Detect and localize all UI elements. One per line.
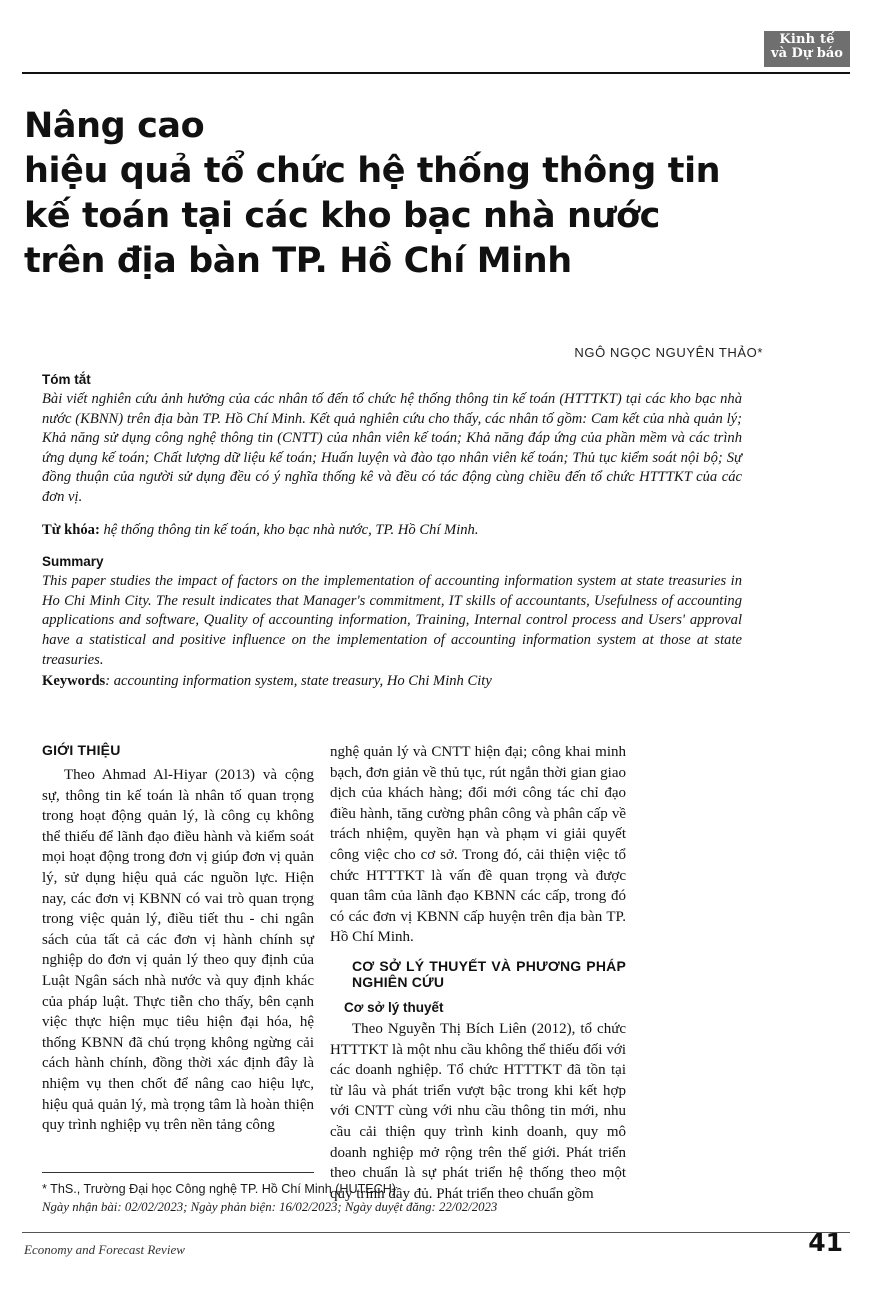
badge-line-1: Kinh tế [779, 32, 835, 47]
title-line-2: hiệu quả tổ chức hệ thống thông tin [24, 151, 721, 191]
masthead [22, 26, 850, 74]
footnote-block [42, 1180, 742, 1216]
section-heading-intro: GIỚI THIỆU [42, 742, 121, 758]
abstract-vi-body: Bài viết nghiên cứu ảnh hưởng của các nhân tố đến tổ chức hệ thống thông tin kế toán (HTTTKT) tại các kho bạc nhà nước (KBNN) trên địa bàn TP. Hồ Chí Minh. Kết quả nghiên cứu cho thấy, các nhân tố gồm: Cam kết của nhà quản lý; Khả năng sử dụng công nghệ thông tin (CNTT) của nhân viên kế toán; Khả năng đáp ứng của phần mềm và các trình ứng dụng kế toán; Chất lượng dữ liệu kế toán; Huấn luyện và đào tạo nhân viên kế toán; Thủ tục kiểm soát nội bộ; Sự đồng thuận của người sử dụng đều có ý nghĩa thống kê và đều có tác động cùng chiều đến tổ chức HTTTKT của các đơn vị. [42, 391, 742, 505]
title-line-3: kế toán tại các kho bạc nhà nước [24, 196, 661, 236]
column-right [330, 742, 626, 1204]
page-number: 41 [808, 1228, 843, 1257]
journal-logo-badge [764, 31, 850, 67]
keywords-en [42, 672, 742, 692]
author-name: NGÔ NGỌC NGUYÊN THẢO* [574, 345, 763, 360]
footer-journal-name: Economy and Forecast Review [24, 1242, 185, 1257]
footnote-affiliation: * ThS., Trường Đại học Công nghệ TP. Hồ Chí Minh (HUTECH) [42, 1182, 397, 1196]
title-line-1: Nâng cao [24, 106, 205, 146]
section-heading-theory-method: CƠ SỞ LÝ THUYẾT VÀ PHƯƠNG PHÁP NGHIÊN CỨU [352, 957, 626, 990]
article-title [24, 104, 764, 284]
footnote-divider [42, 1172, 314, 1173]
keywords-en-label: Keywords [42, 673, 106, 690]
keywords-vi-label: Từ khóa: [42, 521, 100, 538]
keywords-vi-value: hệ thống thông tin kế toán, kho bạc nhà nước, TP. Hồ Chí Minh. [103, 521, 479, 538]
paragraph-theory-1: Theo Nguyễn Thị Bích Liên (2012), tổ chức HTTTKT là một nhu cầu không thể thiếu đối với các doanh nghiệp. Tổ chức HTTTKT đã tồn tại từ lâu và phát triển vượt bậc trong khi kết hợp với CNTT cùng với nhu cầu thông tin mới, nhu cầu cải thiện quy trình kinh doanh, quy mô doanh nghiệp mở rộng trên thế giới. Phát triển theo chuẩn là sự phát triển hệ thống theo một quy trình đầy đủ. Phát triển theo chuẩn gồm [330, 1020, 626, 1202]
paragraph-intro-1: Theo Ahmad Al-Hiyar (2013) và cộng sự, thông tin kế toán là nhân tố quan trọng trong hoạt động quản lý, là công cụ không thể thiếu để lãnh đạo điều hành và kiểm soát mọi hoạt động trong đơn vị giúp đơn vị quản lý, sử dụng hiệu quả các nguồn lực. Hiện nay, các đơn vị KBNN có vai trò quan trọng trong việc quản lý, điều tiết thu - chi ngân sách của tất cả các đơn vị hành chính sự nghiệp do đơn vị quản lý theo quy định của Luật Ngân sách nhà nước và quy định khác của pháp luật. Thực tiễn cho thấy, bên cạnh việc thực hiện mục tiêu hiện đại hóa, hệ thống KBNN đã chú trọng không ngừng cải cách hành chính, đồng thời xác định đây là nhiệm vụ then chốt để nâng cao hiệu lực, hiệu quả quản lý, mà trọng tâm là hoàn thiện quy trình nghiệp vụ trên nền tảng công [42, 767, 314, 1134]
abstract-en-heading: Summary [42, 554, 104, 570]
abstract-vi-heading: Tóm tắt [42, 372, 91, 387]
paragraph-intro-continued: nghệ quản lý và CNTT hiện đại; công khai minh bạch, đơn giản về thủ tục, rút ngắn thời gian giao dịch của khách hàng; đổi mới công tác chỉ đạo điều hành, tăng cường phân công và phân cấp về trách nhiệm, quyền hạn và phạm vi giải quyết công việc cho cơ sở. Trong đó, cải thiện việc tổ chức HTTTKT là vấn đề quan trọng và được quan tâm của lãnh đạo KBNN các cấp, trong đó có các đơn vị KBNN cấp huyện trên địa bàn TP. Hồ Chí Minh. [330, 744, 626, 946]
keywords-en-value: : accounting information system, state treasury, Ho Chi Minh City [105, 673, 492, 690]
footnote-dates: Ngày nhận bài: 02/02/2023; Ngày phản biện: 16/02/2023; Ngày duyệt đăng: 22/02/2023 [42, 1200, 498, 1214]
footer-divider [22, 1232, 850, 1233]
subsection-heading-theory: Cơ sở lý thuyết [344, 999, 444, 1015]
masthead-divider [22, 72, 850, 74]
abstract-section [42, 372, 742, 692]
badge-line-2: và Dự báo [771, 45, 843, 61]
title-line-4: trên địa bàn TP. Hồ Chí Minh [24, 241, 572, 281]
keywords-vi [42, 521, 742, 541]
column-left [42, 742, 314, 1136]
abstract-en-body: This paper studies the impact of factors on the implementation of accounting information system at state treasuries in Ho Chi Minh City. The result indicates that Manager's commitment, IT skills of accountants, Usefulness of accounting applications and software, Quality of accounting information, Training, Internal control process and Users' approval have a statistical and positive influence on the implementation of accounting information system at those at state treasuries. [42, 573, 742, 668]
